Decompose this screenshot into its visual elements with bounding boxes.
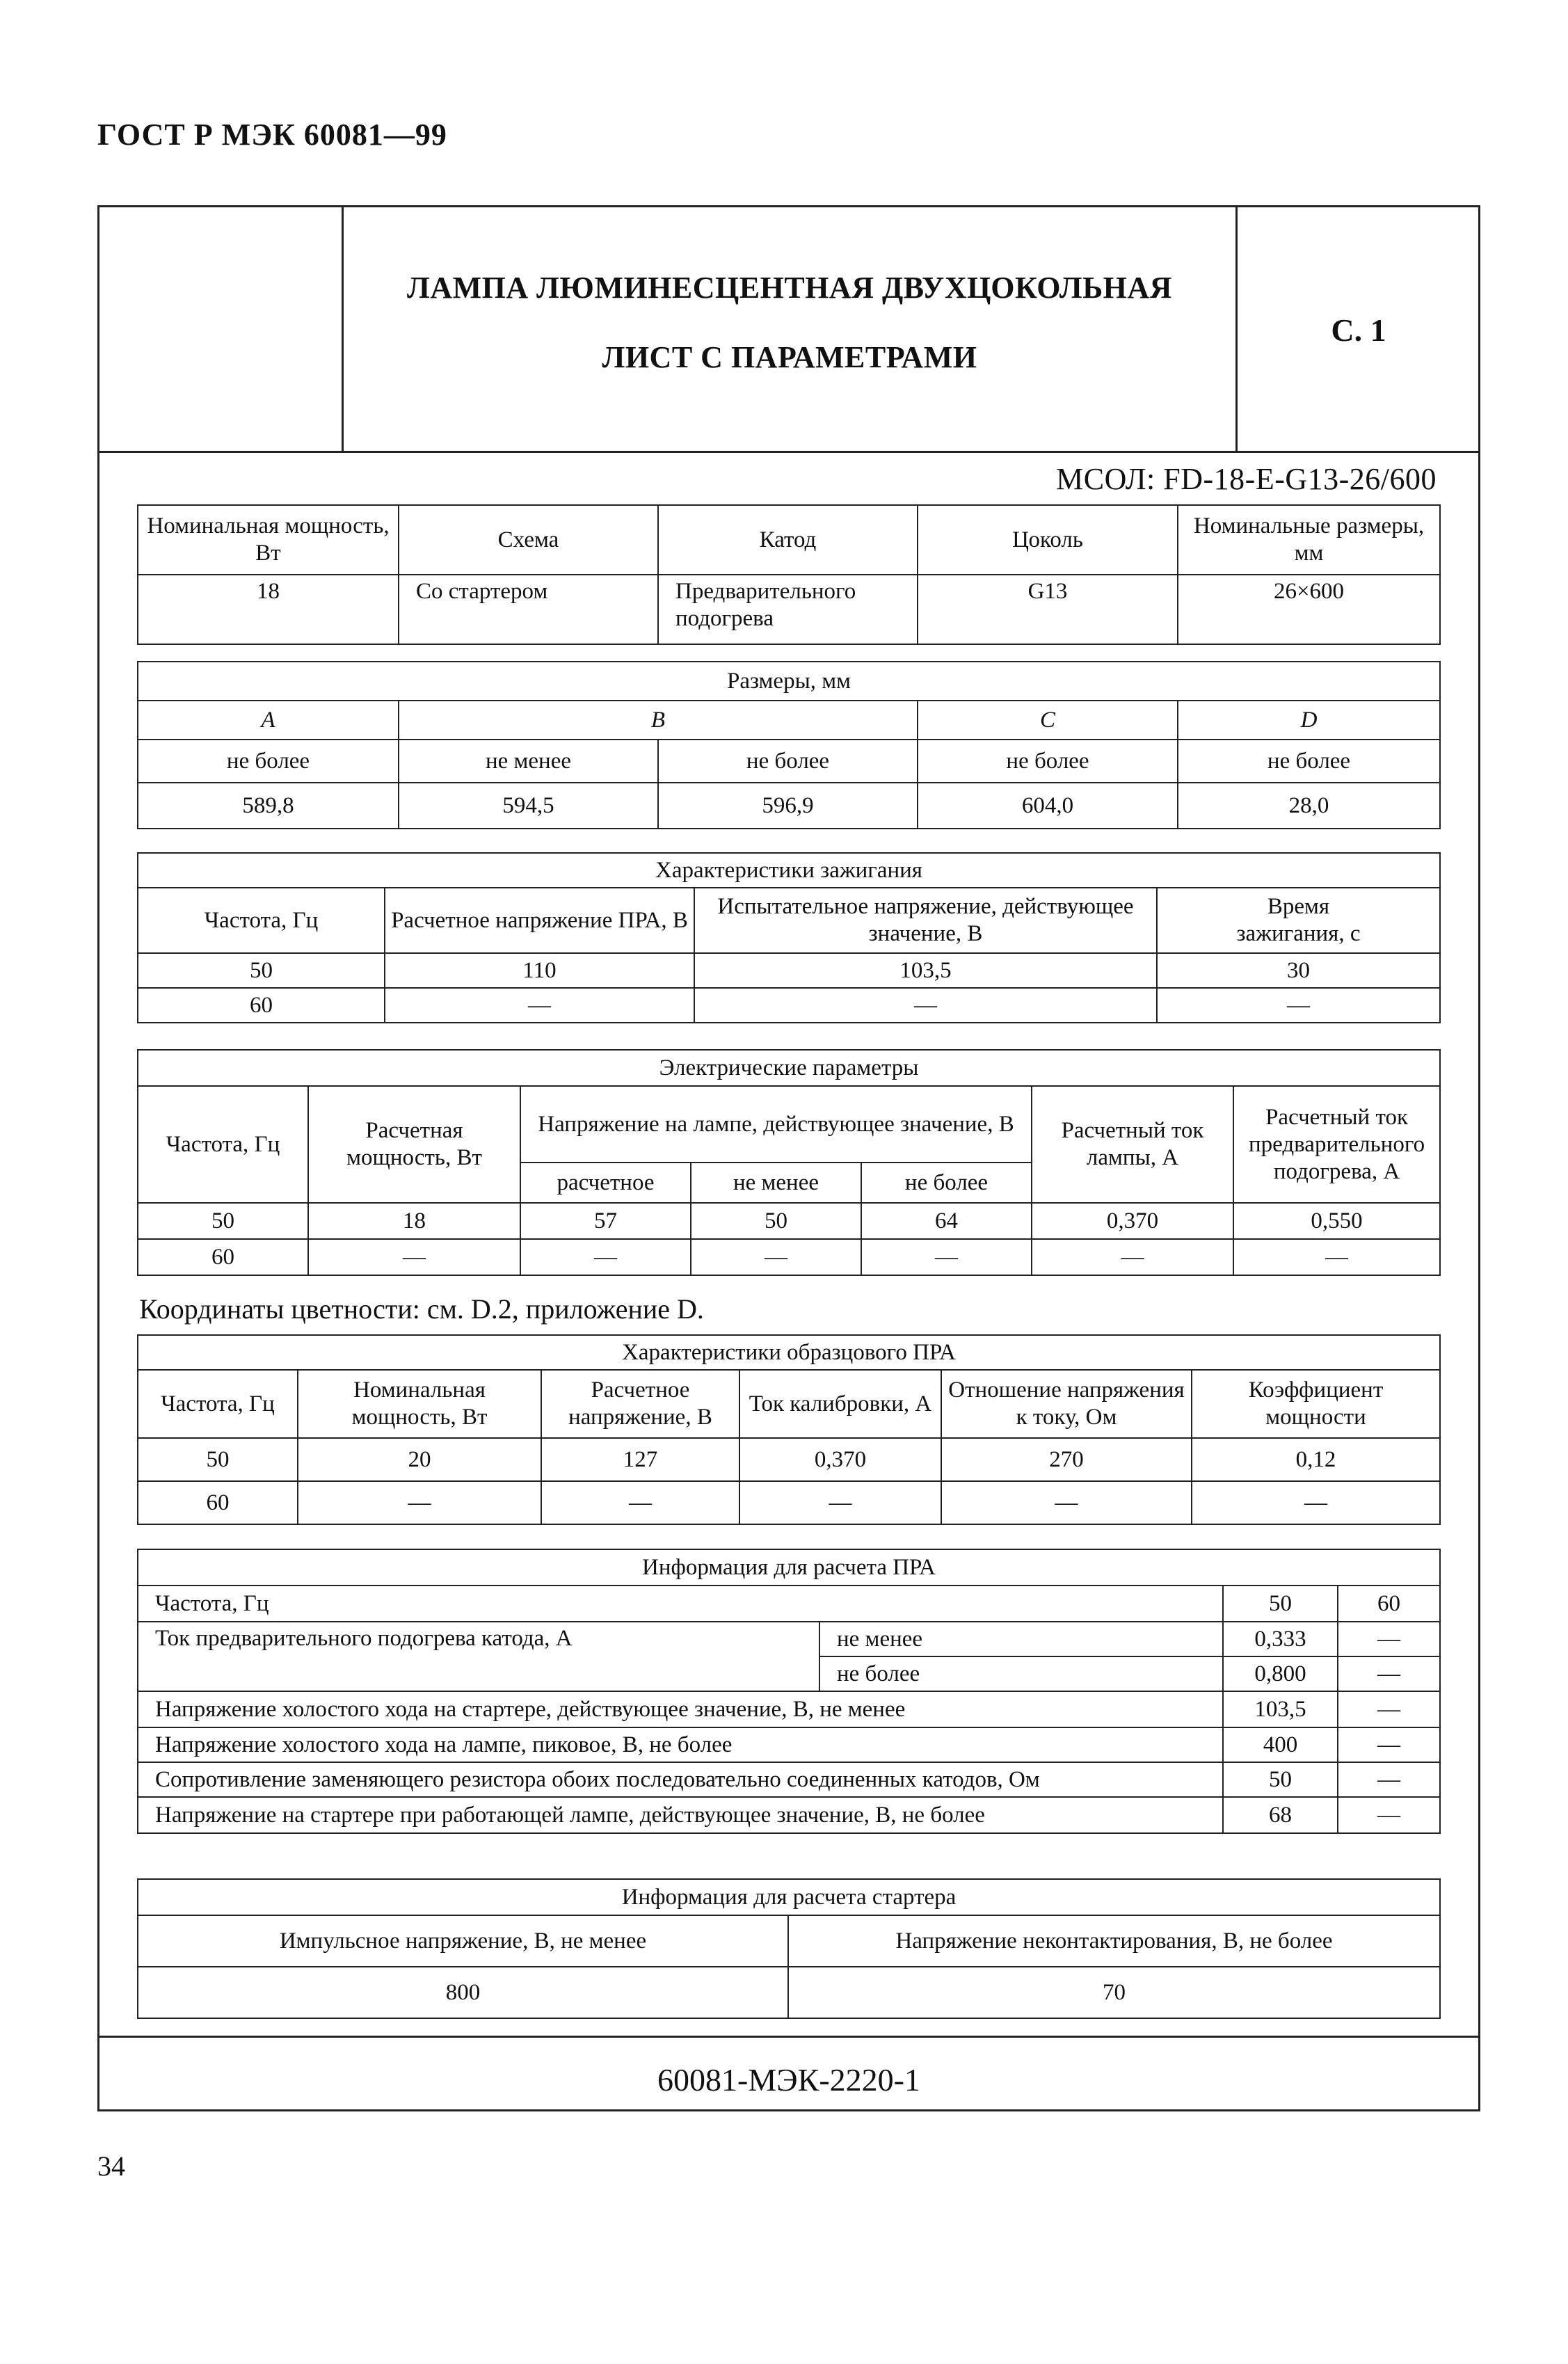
table-header-cell: Частота, Гц bbox=[138, 1086, 308, 1203]
table-header-cell: Расчетное напряжение ПРА, В bbox=[385, 888, 694, 953]
starter-design-info-table bbox=[137, 1878, 1441, 2019]
table-cell: — bbox=[861, 1239, 1032, 1275]
table-cell: 270 bbox=[941, 1438, 1192, 1481]
table-header-cell: Частота, Гц bbox=[138, 888, 385, 953]
sheet-title-block bbox=[342, 207, 1238, 451]
main-parameters-table bbox=[137, 504, 1441, 645]
table-cell: 68 bbox=[1223, 1797, 1338, 1833]
dimension-letter: D bbox=[1178, 701, 1440, 740]
table-cell: 400 bbox=[1223, 1727, 1338, 1762]
sheet-number: С. 1 bbox=[1331, 312, 1386, 348]
table-cell: 50 bbox=[138, 1203, 308, 1239]
sheet-code: 60081-МЭК-2220-1 bbox=[657, 2062, 920, 2098]
dimensions-table bbox=[137, 661, 1441, 829]
table-header-cell: расчетное bbox=[520, 1163, 691, 1203]
table-cell: 0,370 bbox=[1032, 1203, 1233, 1239]
table-cell: 50 bbox=[1223, 1586, 1338, 1622]
reference-ballast-table bbox=[137, 1334, 1441, 1525]
table-cell: не более bbox=[819, 1656, 1223, 1691]
table-cell: — bbox=[298, 1481, 541, 1524]
table-cell: — bbox=[308, 1239, 520, 1275]
table-header-cell: не более bbox=[861, 1163, 1032, 1203]
chromaticity-note: Координаты цветности: см. D.2, приложение D. bbox=[139, 1293, 704, 1325]
table-cell: — bbox=[1338, 1656, 1440, 1691]
dimension-letter: B bbox=[399, 701, 918, 740]
table-cell: Напряжение на стартере при работающей лампе, действующее значение, В, не более bbox=[138, 1797, 1223, 1833]
table-cell: 604,0 bbox=[918, 783, 1178, 829]
table-header-cell: Импульсное напряжение, В, не менее bbox=[138, 1915, 788, 1967]
table-header-cell: Частота, Гц bbox=[138, 1370, 298, 1438]
table-cell: — bbox=[739, 1481, 941, 1524]
table-title: Размеры, мм bbox=[138, 662, 1440, 701]
table-cell: 18 bbox=[308, 1203, 520, 1239]
table-cell: 18 bbox=[138, 575, 399, 644]
table-header-cell: Цоколь bbox=[918, 505, 1178, 575]
table-cell: — bbox=[1338, 1797, 1440, 1833]
table-cell: 70 bbox=[788, 1967, 1440, 2018]
table-cell: — bbox=[1338, 1622, 1440, 1656]
table-cell: 589,8 bbox=[138, 783, 399, 829]
table-header-cell: Катод bbox=[658, 505, 918, 575]
table-cell: не более bbox=[918, 740, 1178, 783]
table-header-cell: Ток калибровки, А bbox=[739, 1370, 941, 1438]
table-header-cell: Время зажигания, с bbox=[1157, 888, 1440, 953]
table-cell: — bbox=[941, 1481, 1192, 1524]
table-cell: 57 bbox=[520, 1203, 691, 1239]
table-title: Характеристики зажигания bbox=[138, 853, 1440, 888]
table-cell: не менее bbox=[399, 740, 658, 783]
table-cell: 50 bbox=[138, 1438, 298, 1481]
table-cell: — bbox=[520, 1239, 691, 1275]
table-header-cell: Коэффициент мощности bbox=[1192, 1370, 1440, 1438]
table-title: Электрические параметры bbox=[138, 1050, 1440, 1086]
ignition-table bbox=[137, 852, 1441, 1023]
table-cell: — bbox=[691, 1239, 861, 1275]
header-divider bbox=[99, 451, 1478, 453]
table-header-cell: Расчетное напряжение, В bbox=[541, 1370, 739, 1438]
table-cell: 30 bbox=[1157, 953, 1440, 988]
table-header-cell: Номинальные размеры, мм bbox=[1178, 505, 1440, 575]
ballast-design-info-table bbox=[137, 1549, 1441, 1834]
sheet-subtitle: ЛИСТ С ПАРАМЕТРАМИ bbox=[602, 340, 977, 374]
table-cell: 800 bbox=[138, 1967, 788, 2018]
table-cell: 60 bbox=[1338, 1586, 1440, 1622]
table-cell: Сопротивление заменяющего резистора обоих последовательно соединенных катодов, Ом bbox=[138, 1762, 1223, 1797]
table-cell: 28,0 bbox=[1178, 783, 1440, 829]
standard-title: ГОСТ Р МЭК 60081—99 bbox=[97, 118, 447, 152]
table-cell: — bbox=[541, 1481, 739, 1524]
table-cell: 0,550 bbox=[1233, 1203, 1440, 1239]
table-cell: 0,12 bbox=[1192, 1438, 1440, 1481]
table-cell: 64 bbox=[861, 1203, 1032, 1239]
table-header-cell: Расчетный ток лампы, А bbox=[1032, 1086, 1233, 1203]
table-header-cell: Расчетный ток предварительного подогрева, А bbox=[1233, 1086, 1440, 1203]
table-cell: Предварительного подогрева bbox=[658, 575, 918, 644]
table-cell: — bbox=[1157, 988, 1440, 1023]
table-cell: 50 bbox=[138, 953, 385, 988]
sheet-title: ЛАМПА ЛЮМИНЕСЦЕНТНАЯ ДВУХЦОКОЛЬНАЯ bbox=[407, 271, 1172, 305]
footer-divider bbox=[99, 2036, 1478, 2038]
table-header-cell: Напряжение на лампе, действующее значение, В bbox=[520, 1086, 1032, 1163]
dimension-letter: C bbox=[918, 701, 1178, 740]
table-header-cell: Отношение напряжения к току, Ом bbox=[941, 1370, 1192, 1438]
table-cell: — bbox=[1192, 1481, 1440, 1524]
table-cell: — bbox=[385, 988, 694, 1023]
table-cell: 596,9 bbox=[658, 783, 918, 829]
table-cell: 127 bbox=[541, 1438, 739, 1481]
table-cell: не более bbox=[658, 740, 918, 783]
table-cell: — bbox=[1233, 1239, 1440, 1275]
page-number: 34 bbox=[97, 2150, 125, 2182]
table-header-cell: Расчетная мощность, Вт bbox=[308, 1086, 520, 1203]
lamp-designation: МСОЛ: FD-18-E-G13-26/600 bbox=[1056, 462, 1437, 496]
table-title: Характеристики образцового ПРА bbox=[138, 1335, 1440, 1370]
table-cell: 0,800 bbox=[1223, 1656, 1338, 1691]
table-header-cell: Напряжение неконтактирования, В, не более bbox=[788, 1915, 1440, 1967]
table-cell: 26×600 bbox=[1178, 575, 1440, 644]
table-cell: — bbox=[694, 988, 1157, 1023]
table-cell: 60 bbox=[138, 1481, 298, 1524]
table-cell: 0,333 bbox=[1223, 1622, 1338, 1656]
table-header-cell: Испытательное напряжение, действующее значение, В bbox=[694, 888, 1157, 953]
table-cell: Частота, Гц bbox=[138, 1586, 1223, 1622]
table-cell: 20 bbox=[298, 1438, 541, 1481]
table-cell: — bbox=[1338, 1691, 1440, 1727]
table-cell: — bbox=[1338, 1727, 1440, 1762]
table-header-cell: Номинальная мощность, Вт bbox=[298, 1370, 541, 1438]
table-cell: 60 bbox=[138, 988, 385, 1023]
table-cell: Напряжение холостого хода на лампе, пиковое, В, не более bbox=[138, 1727, 1223, 1762]
table-cell: 103,5 bbox=[1223, 1691, 1338, 1727]
table-cell: G13 bbox=[918, 575, 1178, 644]
table-cell: 60 bbox=[138, 1239, 308, 1275]
table-cell: Со стартером bbox=[399, 575, 658, 644]
table-header-cell: не менее bbox=[691, 1163, 861, 1203]
dimension-letter: A bbox=[138, 701, 399, 740]
table-cell: 110 bbox=[385, 953, 694, 988]
table-cell: — bbox=[1338, 1762, 1440, 1797]
table-header-cell: Схема bbox=[399, 505, 658, 575]
table-cell: не более bbox=[138, 740, 399, 783]
table-cell: — bbox=[1032, 1239, 1233, 1275]
table-title: Информация для расчета ПРА bbox=[138, 1549, 1440, 1586]
table-cell: 594,5 bbox=[399, 783, 658, 829]
table-cell: не более bbox=[1178, 740, 1440, 783]
table-title: Информация для расчета стартера bbox=[138, 1879, 1440, 1915]
table-cell: 50 bbox=[1223, 1762, 1338, 1797]
table-cell: 50 bbox=[691, 1203, 861, 1239]
table-cell: Ток предварительного подогрева катода, А bbox=[138, 1622, 819, 1691]
table-cell: не менее bbox=[819, 1622, 1223, 1656]
table-cell: 103,5 bbox=[694, 953, 1157, 988]
table-cell: 0,370 bbox=[739, 1438, 941, 1481]
electrical-parameters-table bbox=[137, 1049, 1441, 1276]
table-header-cell: Номинальная мощность, Вт bbox=[138, 505, 399, 575]
table-cell: Напряжение холостого хода на стартере, действующее значение, В, не менее bbox=[138, 1691, 1223, 1727]
